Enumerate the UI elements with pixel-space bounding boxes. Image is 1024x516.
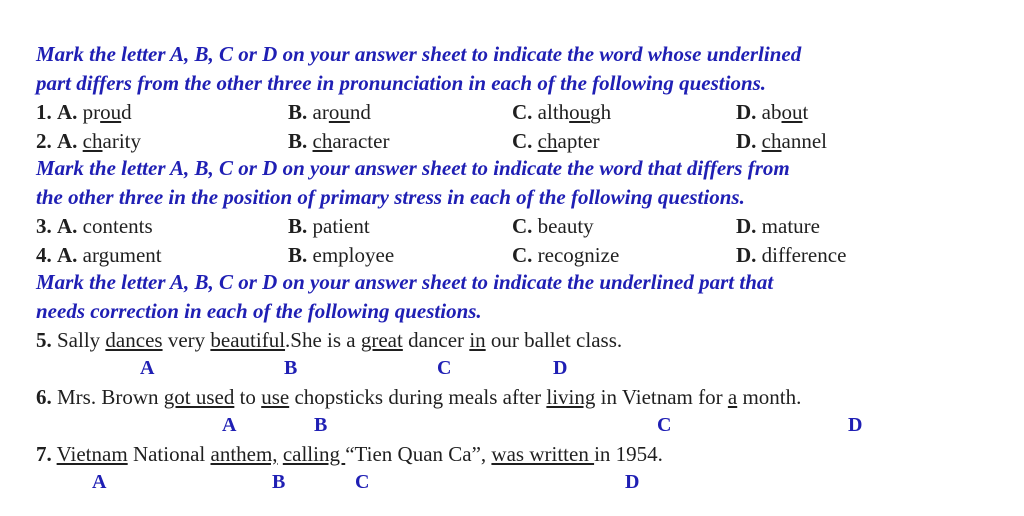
instruction-stress-line1: Mark the letter A, B, C or D on your answer sheet to indicate the word that differs from (36, 156, 790, 180)
instruction-correction-line2: needs correction in each of the following questions. (36, 299, 482, 323)
option-word: patient (307, 214, 370, 238)
option-letter: D. (736, 129, 757, 153)
question-number: 2. (36, 129, 52, 153)
question-3-option-c (512, 214, 594, 239)
word-part: nd (349, 100, 371, 124)
question-4-option-a (36, 243, 162, 268)
sentence-text: dancer (402, 328, 470, 352)
answer-label-b: B (314, 414, 328, 436)
answer-label-a: A (92, 471, 107, 493)
sentence-text: “Tien Quan Ca”, (345, 442, 492, 466)
question-4-option-d (736, 243, 846, 268)
instruction-pronunciation-line1: Mark the letter A, B, C or D on your answer sheet to indicate the word whose underlined (36, 42, 802, 66)
word-part: aracter (332, 129, 390, 153)
option-letter: A. (57, 243, 78, 267)
word-part: d (121, 100, 132, 124)
option-letter: A. (57, 100, 78, 124)
underlined-part-b: beautiful (210, 328, 286, 352)
sentence-text: Mrs. Brown (51, 385, 164, 409)
option-letter: B. (288, 243, 308, 267)
option-letter: B. (288, 129, 308, 153)
question-number: 7. (36, 442, 52, 466)
question-3-option-d (736, 214, 820, 239)
underlined-part: ou (100, 100, 122, 124)
underlined-part: ou (328, 100, 350, 124)
option-letter: B. (288, 214, 308, 238)
question-number: 4. (36, 243, 52, 267)
sentence-text: National (127, 442, 211, 466)
question-1-option-d (736, 100, 808, 125)
option-word: beauty (532, 214, 594, 238)
sentence-text: very (162, 328, 211, 352)
question-2-option-a (36, 129, 141, 154)
answer-label-b: B (272, 471, 286, 493)
instruction-correction-line1: Mark the letter A, B, C or D on your answer sheet to indicate the underlined part that (36, 270, 774, 294)
underlined-part: ou (569, 100, 591, 124)
option-letter: C. (512, 129, 533, 153)
sentence-text: to (234, 385, 262, 409)
question-7-sentence (36, 442, 663, 467)
answer-label-c: C (437, 357, 452, 379)
sentence-text: in 1954. (594, 442, 663, 466)
question-4-option-c (512, 243, 619, 268)
option-word: recognize (532, 243, 620, 267)
underlined-part: ou (781, 100, 803, 124)
word-part: t (802, 100, 809, 124)
question-5-sentence (36, 328, 622, 353)
answer-label-b: B (284, 357, 298, 379)
question-2-option-b (288, 129, 389, 154)
answer-label-c: C (355, 471, 370, 493)
question-3-option-b (288, 214, 370, 239)
underlined-part-d: in (469, 328, 486, 352)
option-letter: D. (736, 243, 757, 267)
word-part: annel (781, 129, 827, 153)
option-letter: B. (288, 100, 308, 124)
word-part: alth (532, 100, 570, 124)
question-1-option-c (512, 100, 611, 125)
underlined-part-b: anthem, (210, 442, 278, 466)
answer-label-d: D (553, 357, 568, 379)
question-6-sentence (36, 385, 801, 410)
word-part: arity (102, 129, 141, 153)
underlined-part: ch (312, 129, 333, 153)
question-number: 1. (36, 100, 52, 124)
underlined-part-b: use (261, 385, 290, 409)
word-part: pr (77, 100, 101, 124)
option-letter: A. (57, 129, 78, 153)
answer-label-d: D (848, 414, 863, 436)
sentence-text: Sally (51, 328, 106, 352)
underlined-part: ch (82, 129, 103, 153)
question-1-option-a (36, 100, 132, 125)
option-word: argument (77, 243, 162, 267)
underlined-part-d: was written (491, 442, 595, 466)
option-letter: C. (512, 214, 533, 238)
instruction-pronunciation-line2: part differs from the other three in pronunciation in each of the following questions. (36, 71, 767, 95)
answer-label-a: A (140, 357, 155, 379)
option-word: contents (77, 214, 153, 238)
sentence-text: chopsticks during meals after (289, 385, 547, 409)
underlined-part-a: Vietnam (56, 442, 128, 466)
option-word: difference (756, 243, 847, 267)
sentence-text: month. (737, 385, 802, 409)
underlined-part: ch (761, 129, 782, 153)
option-letter: A. (57, 214, 78, 238)
option-word: mature (756, 214, 820, 238)
answer-label-c: C (657, 414, 672, 436)
option-word: employee (307, 243, 395, 267)
underlined-part-c: living (546, 385, 596, 409)
sentence-text: .She is a (285, 328, 361, 352)
underlined-part-d: a (727, 385, 738, 409)
word-part: gh (590, 100, 612, 124)
question-2-option-c (512, 129, 599, 154)
question-number: 6. (36, 385, 52, 409)
instruction-stress-line2: the other three in the position of primary stress in each of the following questions. (36, 185, 745, 209)
word-part: apter (557, 129, 600, 153)
underlined-part-a: got used (163, 385, 235, 409)
question-number: 5. (36, 328, 52, 352)
question-4-option-b (288, 243, 394, 268)
question-3-option-a (36, 214, 153, 239)
word-part: ab (756, 100, 782, 124)
option-letter: C. (512, 100, 533, 124)
underlined-part-c: great (360, 328, 403, 352)
answer-label-a: A (222, 414, 237, 436)
underlined-part-a: dances (105, 328, 163, 352)
word-part: ar (307, 100, 329, 124)
answer-label-d: D (625, 471, 640, 493)
option-letter: C. (512, 243, 533, 267)
underlined-part: ch (537, 129, 558, 153)
option-letter: D. (736, 100, 757, 124)
question-number: 3. (36, 214, 52, 238)
underlined-part-c: calling (282, 442, 346, 466)
sentence-text: in Vietnam for (595, 385, 728, 409)
option-letter: D. (736, 214, 757, 238)
question-2-option-d (736, 129, 827, 154)
sentence-text: our ballet class. (485, 328, 623, 352)
question-1-option-b (288, 100, 371, 125)
